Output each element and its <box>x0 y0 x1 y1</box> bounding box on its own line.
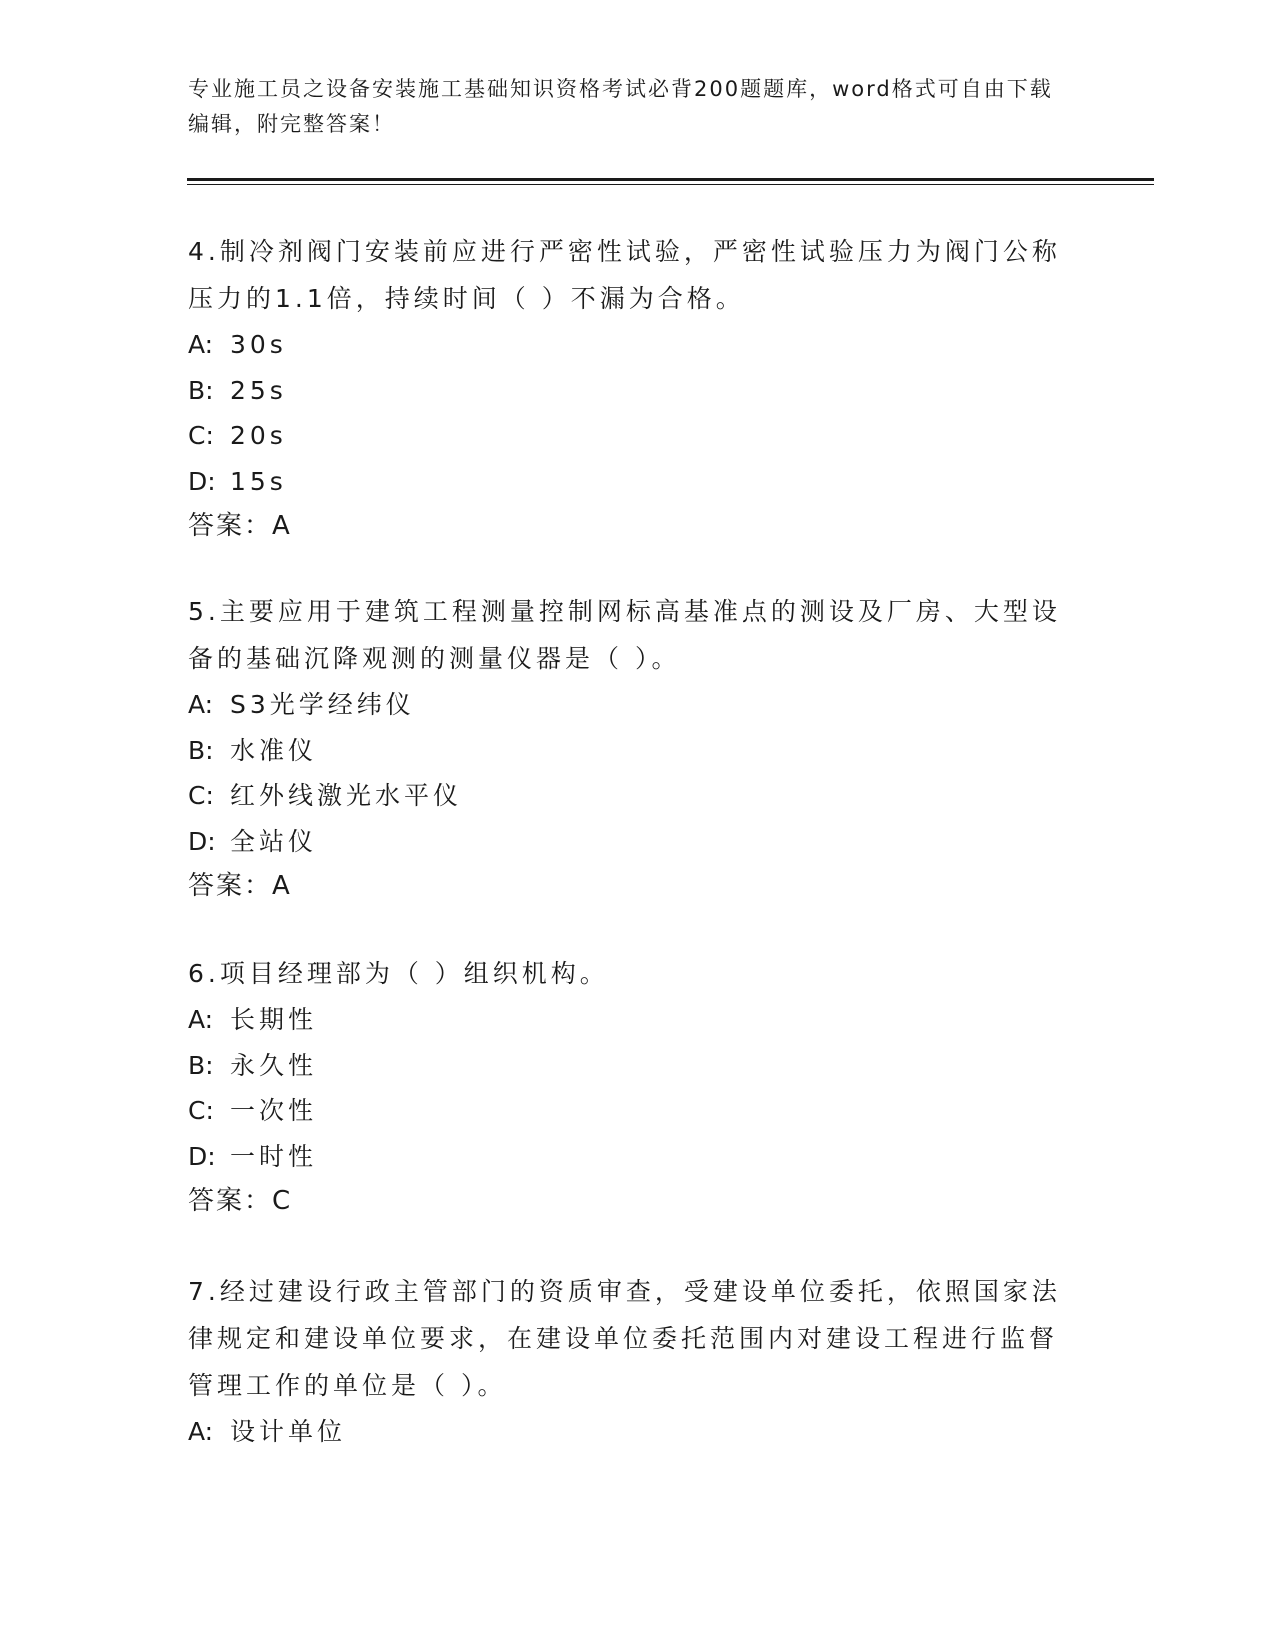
option-letter: D: <box>188 1141 216 1171</box>
answer-line: 答案：A <box>188 511 292 541</box>
option-c <box>188 413 1068 459</box>
question-text: 6.项目经理部为（ ）组织机构。 <box>188 959 609 988</box>
question-text: 7.经过建设行政主管部门的资质审查，受建设单位委托，依照国家法律规定和建设单位要求，在建设单位委托范围内对建设工程进行监督管理工作的单位是（ ）。 <box>188 1277 1061 1400</box>
question-6 <box>188 950 1068 1225</box>
option-text: 红外线激光水平仪 <box>230 781 463 810</box>
option-text: 25s <box>230 375 287 405</box>
option-c <box>188 1088 1068 1134</box>
header-divider-thin <box>187 184 1154 185</box>
option-letter: B: <box>188 1050 214 1080</box>
option-letter: C: <box>188 421 214 450</box>
option-a <box>188 997 1068 1043</box>
option-b <box>188 1043 1068 1089</box>
question-4 <box>188 228 1068 550</box>
option-text: 一次性 <box>230 1096 318 1125</box>
option-text: 设计单位 <box>230 1417 347 1446</box>
option-letter: B: <box>188 735 214 765</box>
option-a <box>188 322 1068 368</box>
option-b <box>188 728 1068 774</box>
option-text: 全站仪 <box>230 826 318 856</box>
question-text: 4.制冷剂阀门安装前应进行严密性试验，严密性试验压力为阀门公称压力的1.1倍，持续时间（ ）不漏为合格。 <box>188 237 1061 313</box>
option-c <box>188 773 1068 819</box>
option-text: 长期性 <box>230 1005 318 1034</box>
question-5 <box>188 588 1068 910</box>
option-text: 20s <box>230 421 287 450</box>
option-a <box>188 682 1068 728</box>
option-letter: C: <box>188 1096 214 1125</box>
option-d <box>188 459 1068 505</box>
option-text: 水准仪 <box>230 735 318 765</box>
question-7 <box>188 1268 1068 1455</box>
option-letter: A: <box>188 330 214 359</box>
answer-line: 答案：A <box>188 871 292 901</box>
option-text: 30s <box>230 330 287 359</box>
option-letter: C: <box>188 781 214 810</box>
question-text: 5.主要应用于建筑工程测量控制网标高基准点的测设及厂房、大型设备的基础沉降观测的测量仪器是（ ）。 <box>188 597 1061 673</box>
option-a <box>188 1409 1068 1455</box>
header-divider-thick <box>187 178 1154 181</box>
option-text: 永久性 <box>230 1050 318 1080</box>
option-text: 15s <box>230 466 287 496</box>
option-d <box>188 819 1068 865</box>
option-text: S3光学经纬仪 <box>230 690 415 719</box>
option-letter: B: <box>188 375 214 405</box>
answer-line: 答案：C <box>188 1186 293 1216</box>
option-letter: A: <box>188 1005 214 1034</box>
option-d <box>188 1134 1068 1180</box>
option-letter: D: <box>188 826 216 856</box>
option-letter: D: <box>188 466 216 496</box>
option-letter: A: <box>188 1417 214 1446</box>
option-letter: A: <box>188 690 214 719</box>
option-b <box>188 368 1068 414</box>
document-header: 专业施工员之设备安装施工基础知识资格考试必背200题题库，word格式可自由下载编辑，附完整答案！ <box>188 77 1053 136</box>
option-text: 一时性 <box>230 1141 318 1171</box>
